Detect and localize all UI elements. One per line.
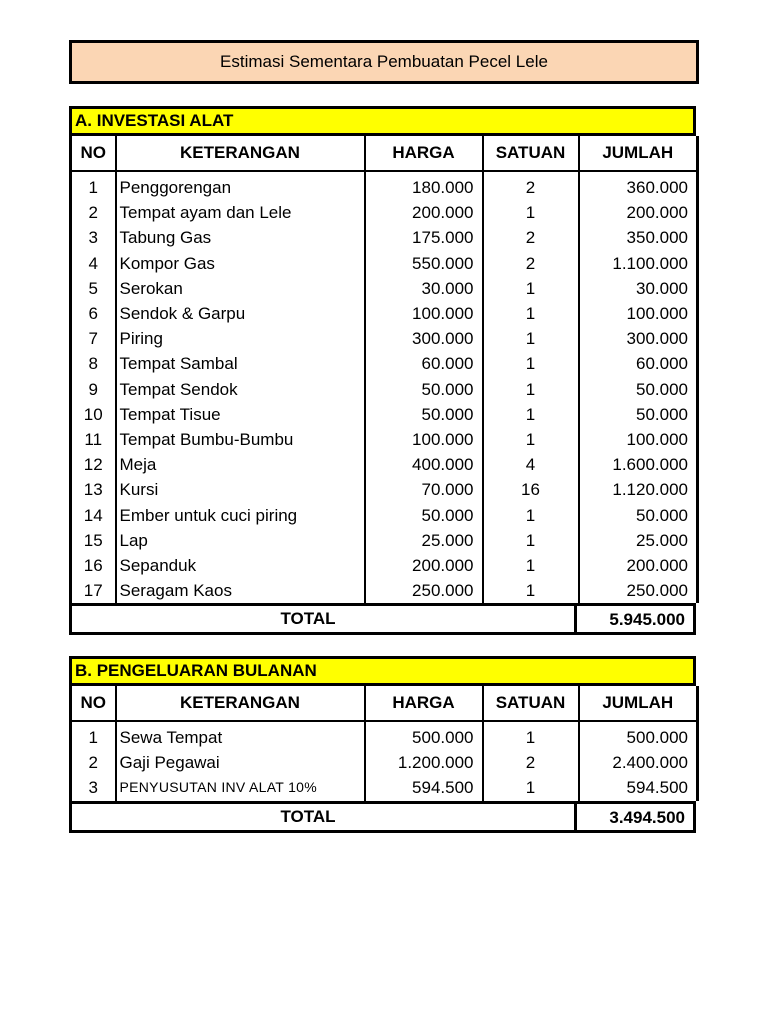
cell-harga: 25.000 (365, 528, 483, 553)
cell-satuan: 1 (483, 351, 579, 376)
cell-no: 15 (71, 528, 116, 553)
cell-satuan: 1 (483, 326, 579, 351)
table-row (71, 427, 698, 452)
cell-no: 3 (71, 225, 116, 250)
cell-satuan: 2 (483, 251, 579, 276)
table-row (71, 553, 698, 578)
cell-harga: 60.000 (365, 351, 483, 376)
cell-keterangan: Kompor Gas (116, 251, 365, 276)
cell-keterangan: Lap (116, 528, 365, 553)
cell-jumlah: 60.000 (579, 351, 698, 376)
cell-satuan: 1 (483, 528, 579, 553)
cell-jumlah: 25.000 (579, 528, 698, 553)
cell-keterangan: Piring (116, 326, 365, 351)
column-header-no: NO (71, 136, 116, 171)
table-row (71, 402, 698, 427)
cell-no: 1 (71, 721, 116, 750)
cell-no: 1 (71, 171, 116, 200)
cell-harga: 180.000 (365, 171, 483, 200)
table-header-row (71, 136, 698, 171)
table-row (71, 578, 698, 603)
cell-harga: 200.000 (365, 553, 483, 578)
cell-keterangan: Seragam Kaos (116, 578, 365, 603)
column-header-no: NO (71, 686, 116, 721)
column-header-satuan: SATUAN (483, 136, 579, 171)
cell-satuan: 1 (483, 276, 579, 301)
cell-harga: 550.000 (365, 251, 483, 276)
table-row (71, 225, 698, 250)
column-header-jumlah: JUMLAH (579, 136, 698, 171)
cell-harga: 50.000 (365, 502, 483, 527)
cell-jumlah: 50.000 (579, 377, 698, 402)
cell-no: 8 (71, 351, 116, 376)
cell-satuan: 2 (483, 225, 579, 250)
column-header-jumlah: JUMLAH (579, 686, 698, 721)
cell-satuan: 1 (483, 502, 579, 527)
cell-no: 2 (71, 200, 116, 225)
table-row (71, 171, 698, 200)
total-row (69, 603, 696, 635)
section-header: A. INVESTASI ALAT (69, 106, 696, 136)
table-row (71, 452, 698, 477)
table-row (71, 775, 698, 800)
cell-no: 9 (71, 377, 116, 402)
cell-keterangan: Tempat ayam dan Lele (116, 200, 365, 225)
cell-harga: 594.500 (365, 775, 483, 800)
section-header: B. PENGELUARAN BULANAN (69, 656, 696, 686)
table-row (71, 251, 698, 276)
cell-keterangan: Ember untuk cuci piring (116, 502, 365, 527)
cell-keterangan: Meja (116, 452, 365, 477)
cell-no: 11 (71, 427, 116, 452)
table-row (71, 200, 698, 225)
cell-harga: 100.000 (365, 301, 483, 326)
document-title: Estimasi Sementara Pembuatan Pecel Lele (69, 40, 699, 84)
cell-harga: 400.000 (365, 452, 483, 477)
cell-no: 6 (71, 301, 116, 326)
table-row (71, 351, 698, 376)
table-row (71, 326, 698, 351)
cell-harga: 250.000 (365, 578, 483, 603)
cell-no: 16 (71, 553, 116, 578)
cell-satuan: 1 (483, 721, 579, 750)
cell-satuan: 1 (483, 301, 579, 326)
cell-jumlah: 200.000 (579, 553, 698, 578)
cell-harga: 70.000 (365, 477, 483, 502)
cell-jumlah: 30.000 (579, 276, 698, 301)
cell-keterangan: Gaji Pegawai (116, 750, 365, 775)
table-row (71, 377, 698, 402)
table-row (71, 477, 698, 502)
cell-satuan: 1 (483, 775, 579, 800)
cell-keterangan: Kursi (116, 477, 365, 502)
cell-satuan: 1 (483, 553, 579, 578)
cell-no: 12 (71, 452, 116, 477)
cell-satuan: 1 (483, 578, 579, 603)
cell-satuan: 4 (483, 452, 579, 477)
cell-harga: 50.000 (365, 402, 483, 427)
cell-keterangan: Sepanduk (116, 553, 365, 578)
column-header-harga: HARGA (365, 686, 483, 721)
cell-harga: 30.000 (365, 276, 483, 301)
cell-no: 7 (71, 326, 116, 351)
total-label: TOTAL (72, 804, 577, 830)
cell-keterangan: Penggorengan (116, 171, 365, 200)
cell-keterangan: Tempat Tisue (116, 402, 365, 427)
section-pengeluaran-bulanan (69, 656, 696, 833)
cell-satuan: 1 (483, 427, 579, 452)
cell-satuan: 1 (483, 377, 579, 402)
cell-keterangan: Tabung Gas (116, 225, 365, 250)
cell-no: 3 (71, 775, 116, 800)
cell-no: 4 (71, 251, 116, 276)
table-row (71, 301, 698, 326)
cell-satuan: 2 (483, 750, 579, 775)
cell-jumlah: 360.000 (579, 171, 698, 200)
cell-keterangan: Tempat Sendok (116, 377, 365, 402)
cell-jumlah: 100.000 (579, 427, 698, 452)
cell-jumlah: 1.600.000 (579, 452, 698, 477)
table-row (71, 721, 698, 750)
total-row (69, 801, 696, 833)
cell-harga: 175.000 (365, 225, 483, 250)
cell-jumlah: 50.000 (579, 402, 698, 427)
cell-no: 14 (71, 502, 116, 527)
cell-keterangan: PENYUSUTAN INV ALAT 10% (116, 775, 365, 800)
cell-jumlah: 300.000 (579, 326, 698, 351)
cell-harga: 300.000 (365, 326, 483, 351)
cell-keterangan: Tempat Sambal (116, 351, 365, 376)
cell-keterangan: Tempat Bumbu-Bumbu (116, 427, 365, 452)
cell-jumlah: 1.120.000 (579, 477, 698, 502)
table-row (71, 750, 698, 775)
cell-keterangan: Sewa Tempat (116, 721, 365, 750)
table-row (71, 528, 698, 553)
column-header-keterangan: KETERANGAN (116, 686, 365, 721)
cell-no: 13 (71, 477, 116, 502)
pengeluaran-table (69, 686, 699, 801)
cell-harga: 500.000 (365, 721, 483, 750)
section-investasi-alat (69, 106, 696, 635)
column-header-satuan: SATUAN (483, 686, 579, 721)
cell-satuan: 1 (483, 200, 579, 225)
cell-satuan: 1 (483, 402, 579, 427)
investasi-table (69, 136, 699, 603)
total-value: 3.494.500 (609, 807, 685, 827)
column-header-harga: HARGA (365, 136, 483, 171)
cell-harga: 1.200.000 (365, 750, 483, 775)
table-row (71, 502, 698, 527)
total-value: 5.945.000 (609, 610, 685, 630)
cell-harga: 50.000 (365, 377, 483, 402)
cell-jumlah: 250.000 (579, 578, 698, 603)
cell-harga: 200.000 (365, 200, 483, 225)
cell-no: 2 (71, 750, 116, 775)
cell-jumlah: 350.000 (579, 225, 698, 250)
cell-jumlah: 200.000 (579, 200, 698, 225)
cell-jumlah: 50.000 (579, 502, 698, 527)
cell-no: 10 (71, 402, 116, 427)
cell-jumlah: 500.000 (579, 721, 698, 750)
table-row (71, 276, 698, 301)
cell-satuan: 16 (483, 477, 579, 502)
cell-no: 17 (71, 578, 116, 603)
cell-jumlah: 594.500 (579, 775, 698, 800)
cell-jumlah: 100.000 (579, 301, 698, 326)
table-header-row (71, 686, 698, 721)
column-header-keterangan: KETERANGAN (116, 136, 365, 171)
cell-keterangan: Sendok & Garpu (116, 301, 365, 326)
total-label: TOTAL (72, 606, 577, 632)
cell-satuan: 2 (483, 171, 579, 200)
cell-no: 5 (71, 276, 116, 301)
cell-harga: 100.000 (365, 427, 483, 452)
cell-keterangan: Serokan (116, 276, 365, 301)
cell-jumlah: 1.100.000 (579, 251, 698, 276)
cell-jumlah: 2.400.000 (579, 750, 698, 775)
